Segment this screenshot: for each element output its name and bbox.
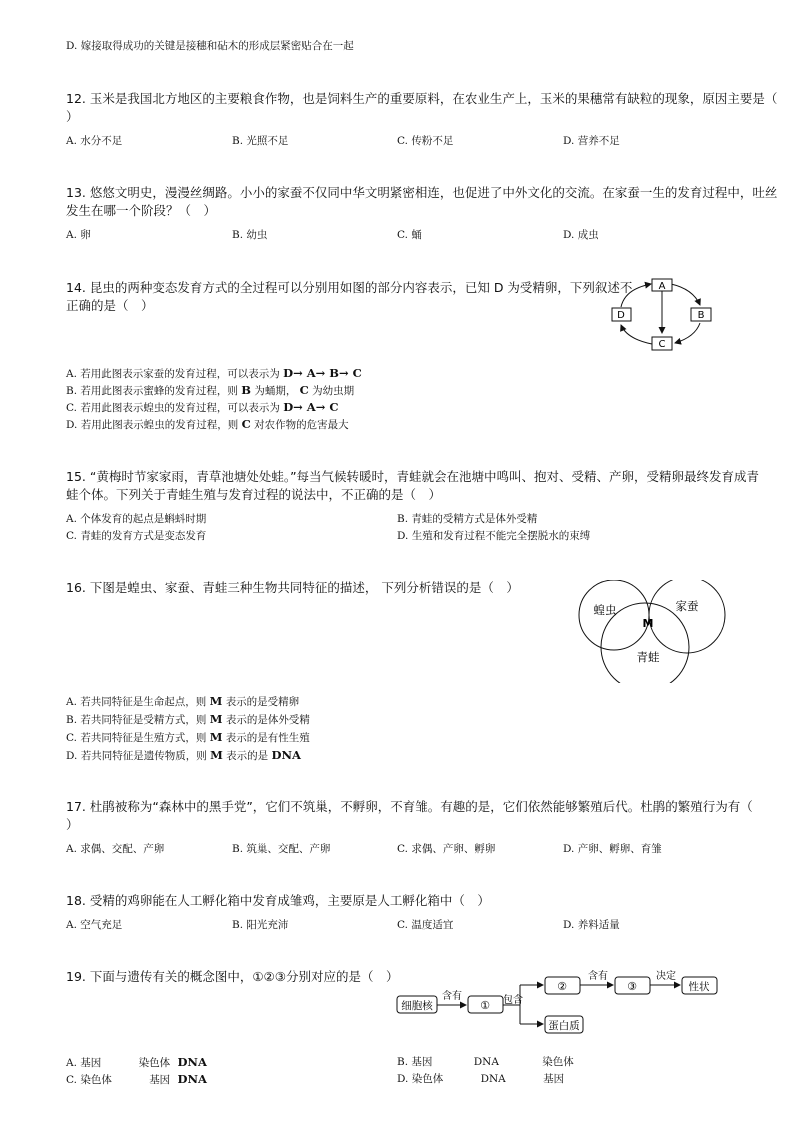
q16-option-a-bold: M: [209, 694, 223, 708]
q15-option-d[interactable]: D. 生殖和发育过程不能完全摆脱水的束缚: [397, 530, 591, 542]
venn-label-frog: 青蛙: [636, 650, 660, 664]
q16-option-a[interactable]: [66, 693, 299, 710]
q14-option-c-text: C. 若用此图表示蝗虫的发育过程，可以表示为: [66, 402, 280, 414]
q14-option-c-formula: D→ A→ C: [283, 400, 339, 414]
q14-option-a[interactable]: [66, 365, 362, 382]
q14-option-b-mid: 为蛹期，: [254, 385, 297, 397]
q18-option-b[interactable]: B. 阳光充沛: [232, 919, 289, 931]
q15-option-a[interactable]: A. 个体发育的起点是蝌蚪时期: [66, 513, 207, 525]
q16-option-c-post: 表示的是有性生殖: [225, 732, 310, 744]
q19-option-b-3: 染色体: [542, 1056, 574, 1068]
q16-option-b-post: 表示的是体外受精: [225, 714, 310, 726]
node-protein-label: 蛋白质: [548, 1020, 580, 1032]
label-b: B: [697, 310, 705, 321]
q18-option-d[interactable]: D. 养料适量: [563, 919, 620, 931]
q14-option-d-post: 对农作物的危害最大: [254, 419, 349, 431]
q18-stem-line1: 18. 受精的鸡卵能在人工孵化箱中发育成雏鸡，主要原是人工孵化箱中（ ）: [66, 893, 490, 908]
q14-option-a-formula: D→ A→ B→ C: [283, 366, 362, 380]
q19-option-b[interactable]: [397, 1054, 574, 1070]
edge-decide-label: 决定: [656, 971, 676, 982]
q17-stem-line1: 17. 杜鹃被称为“森林中的黑手党”，它们不筑巢，不孵卵，不育雏。有趣的是，它们依然能够繁殖后代。杜鹃的繁殖行为有（: [66, 799, 753, 814]
q14-option-b-bold1: B: [241, 383, 251, 397]
edge-contain2-label: 包含: [503, 995, 523, 1006]
q19-option-d-3: 基因: [543, 1073, 565, 1085]
q19-option-d-2: DNA: [480, 1073, 506, 1085]
q19-option-a-3: DNA: [177, 1055, 207, 1069]
q16-stem-line1: 16. 下图是蝗虫、家蚕、青蛙三种生物共同特征的描述， 下列分析错误的是（ ）: [66, 580, 519, 595]
q19-stem-line1: 19. 下面与遗传有关的概念图中，①②③分别对应的是（ ）: [66, 969, 399, 984]
q14-stem-line1: 14. 昆虫的两种变态发育方式的全过程可以分别用如图的部分内容表示，已知 D 为受精卵，下列叙述不: [66, 280, 633, 295]
q19-option-b-1: B. 基因: [397, 1056, 433, 1068]
q14-option-d-bold: C: [241, 417, 251, 431]
q16-option-d-pre: D. 若共同特征是遗传物质，则: [66, 750, 207, 762]
q16-option-d-bold2: DNA: [271, 748, 301, 762]
q14-option-d-pre: D. 若用此图表示蝗虫的发育过程，则: [66, 419, 239, 431]
q16-option-b-bold: M: [209, 712, 223, 726]
q15-stem-line2: 蛙个体。下列关于青蛙生殖与发育过程的说法中，不正确的是（ ）: [66, 487, 442, 502]
q16-option-d[interactable]: [66, 747, 301, 764]
q17-option-b[interactable]: B. 筑巢、交配、产卵: [232, 843, 331, 855]
q14-cycle-diagram: [605, 275, 717, 355]
q12-option-a[interactable]: A. 水分不足: [66, 135, 123, 147]
q16-option-a-pre: A. 若共同特征是生命起点，则: [66, 696, 207, 708]
q17-option-a[interactable]: A. 求偶、交配、产卵: [66, 843, 165, 855]
q15-option-b[interactable]: B. 青蛙的受精方式是体外受精: [397, 513, 538, 525]
q16-venn-diagram: [570, 580, 730, 683]
q19-option-c-2: 基因: [149, 1074, 171, 1086]
arrow-a-to-b: [671, 284, 700, 305]
q19-option-d-1: D. 染色体: [397, 1073, 444, 1085]
q19-option-c-1: C. 染色体: [66, 1074, 112, 1086]
node-2-label: ②: [557, 980, 567, 993]
q16-option-c-pre: C. 若共同特征是生殖方式，则: [66, 732, 207, 744]
q14-option-d[interactable]: [66, 416, 349, 433]
q12-option-c[interactable]: C. 传粉不足: [397, 135, 454, 147]
node-nucleus-label: 细胞核: [401, 1000, 433, 1012]
q14-option-b-bold2: C: [299, 383, 309, 397]
label-c: C: [658, 339, 666, 350]
q19-option-a-2: 染色体: [138, 1057, 171, 1069]
q12-stem-line2: ）: [66, 109, 79, 124]
label-d: D: [617, 310, 625, 321]
q16-option-c[interactable]: [66, 729, 310, 746]
q17-option-c[interactable]: C. 求偶、产卵、孵卵: [397, 843, 496, 855]
venn-label-locust: 蝗虫: [593, 603, 617, 617]
node-trait-label: 性状: [688, 981, 710, 993]
q13-stem-line1: 13. 悠悠文明史，漫漫丝绸路。小小的家蚕不仅同中华文明紧密相连，也促进了中外文化的交流。在家蚕一生的发育过程中，吐丝: [66, 185, 778, 200]
q16-option-d-post: 表示的是: [226, 750, 269, 762]
venn-label-m: M: [642, 617, 654, 630]
node-3-label: ③: [627, 980, 637, 993]
q16-option-d-bold: M: [210, 748, 223, 762]
q13-option-b[interactable]: B. 幼虫: [232, 229, 268, 241]
q14-option-b[interactable]: [66, 382, 354, 399]
q17-stem-line2: ）: [66, 817, 79, 832]
venn-label-silkworm: 家蚕: [675, 599, 699, 613]
q16-option-b[interactable]: [66, 711, 310, 728]
q18-option-c[interactable]: C. 温度适宜: [397, 919, 454, 931]
q16-option-c-bold: M: [209, 730, 223, 744]
q18-option-a[interactable]: A. 空气充足: [66, 919, 123, 931]
q12-option-d[interactable]: D. 营养不足: [563, 135, 620, 147]
q14-option-b-post: 为幼虫期: [312, 385, 355, 397]
arrow-c-to-d: [621, 325, 652, 344]
q16-option-a-post: 表示的是受精卵: [225, 696, 300, 708]
arrow-b-to-c: [675, 323, 700, 343]
q13-option-d[interactable]: D. 成虫: [563, 229, 599, 241]
q19-option-a[interactable]: [66, 1054, 207, 1071]
q19-option-d[interactable]: [397, 1071, 564, 1087]
q14-option-b-pre: B. 若用此图表示蜜蜂的发育过程，则: [66, 385, 238, 397]
q19-option-c-3: DNA: [177, 1072, 207, 1086]
q13-option-c[interactable]: C. 蛹: [397, 229, 422, 241]
q19-concept-map: [393, 966, 733, 1046]
q14-option-a-text: A. 若用此图表示家蚕的发育过程，可以表示为: [66, 368, 280, 380]
q19-option-a-1: A. 基因: [66, 1057, 102, 1069]
label-a: A: [658, 281, 666, 292]
q16-option-b-pre: B. 若共同特征是受精方式，则: [66, 714, 207, 726]
q12-option-b[interactable]: B. 光照不足: [232, 135, 289, 147]
venn-circle-silkworm: [649, 580, 725, 653]
q15-option-c[interactable]: C. 青蛙的发育方式是变态发育: [66, 530, 207, 542]
q14-stem-line2: 正确的是（ ）: [66, 298, 154, 313]
q12-stem-line1: 12. 玉米是我国北方地区的主要粮食作物，也是饲料生产的重要原料，在农业生产上，玉米的果穗常有缺粒的现象，原因主要是（: [66, 91, 778, 106]
node-1-label: ①: [480, 999, 490, 1012]
q19-option-b-2: DNA: [473, 1056, 499, 1068]
q11-option-d[interactable]: D. 嫁接取得成功的关键是接穗和砧木的形成层紧密贴合在一起: [66, 40, 354, 52]
q19-option-c[interactable]: [66, 1071, 207, 1088]
q15-stem-line1: 15. “黄梅时节家家雨，青草池塘处处蛙。”每当气候转暖时，青蛙就会在池塘中鸣叫、抱对、受精、产卵，受精卵最终发育成青: [66, 469, 760, 484]
q17-option-d[interactable]: D. 产卵、孵卵、育雏: [563, 843, 662, 855]
edge-contain3-label: 含有: [588, 971, 608, 982]
arrow-d-to-a: [621, 284, 651, 307]
edge-contain1-label: 含有: [442, 991, 462, 1002]
q13-option-a[interactable]: A. 卵: [66, 229, 91, 241]
q14-option-c[interactable]: [66, 399, 339, 416]
q13-stem-line2: 发生在哪一个阶段？（ ）: [66, 203, 217, 218]
